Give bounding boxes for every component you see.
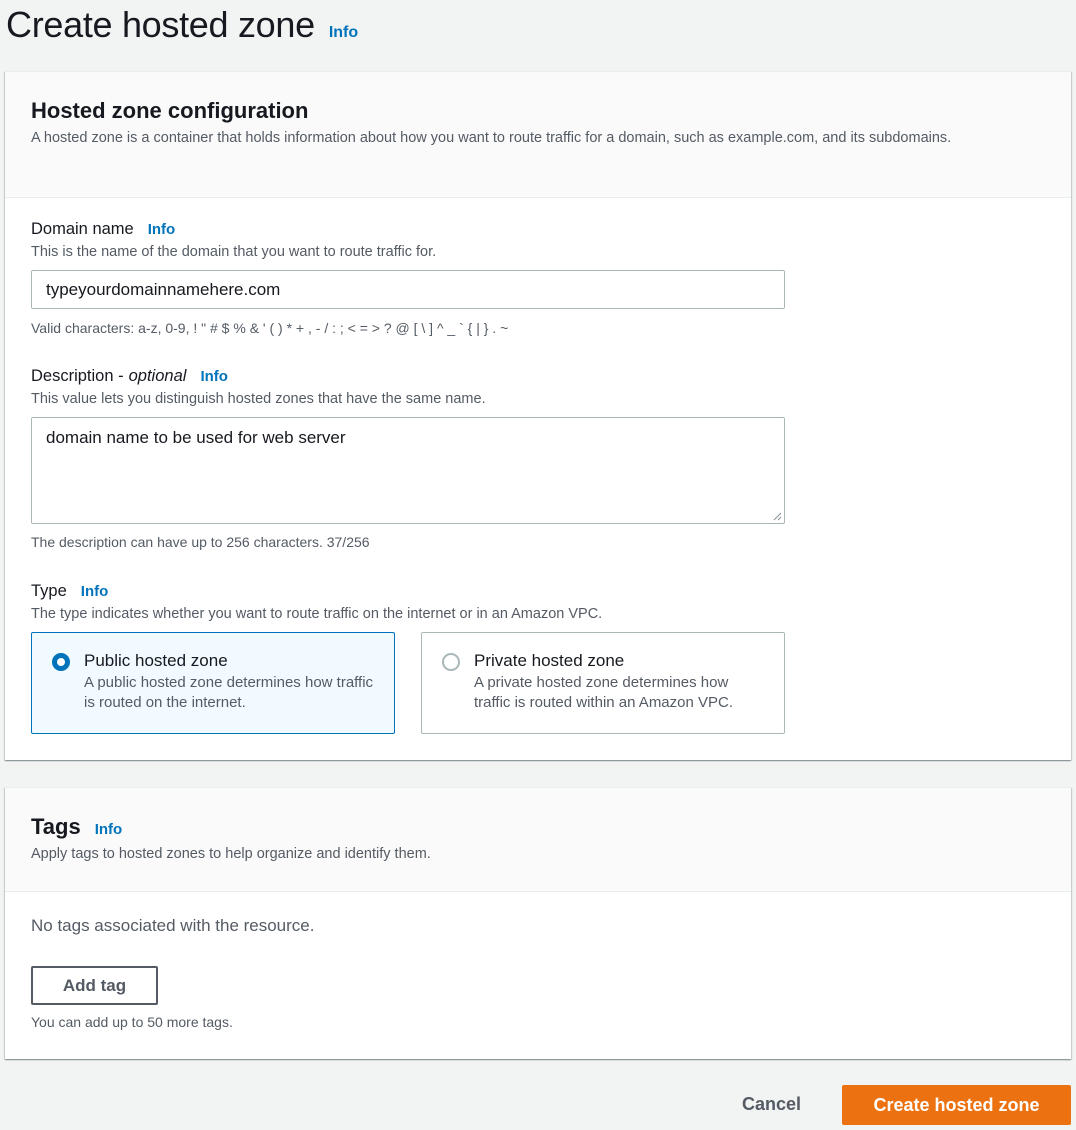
public-radio-button[interactable]	[52, 653, 70, 671]
domain-name-input[interactable]: typeyourdomainnamehere.com	[31, 270, 785, 309]
public-hosted-zone-option[interactable]	[31, 632, 395, 734]
page-header	[6, 4, 358, 46]
description-label: Description -	[31, 367, 124, 385]
domain-name-description: This is the name of the domain that you want to route traffic for.	[31, 244, 437, 260]
description-field	[31, 367, 486, 407]
description-label-row	[31, 367, 486, 386]
private-option-description: A private hosted zone determines how traffic is routed within an Amazon VPC.	[474, 674, 734, 711]
type-field	[31, 582, 602, 622]
no-tags-message: No tags associated with the resource.	[31, 916, 315, 935]
description-info-link[interactable]: Info	[200, 368, 228, 385]
add-tag-button[interactable]: Add tag	[31, 966, 158, 1005]
tags-panel-header	[5, 788, 1071, 892]
tags-limit-hint: You can add up to 50 more tags.	[31, 1014, 233, 1030]
description-textarea[interactable]	[31, 417, 785, 524]
tags-panel-description: Apply tags to hosted zones to help organize and identify them.	[31, 846, 431, 862]
private-hosted-zone-option[interactable]	[421, 632, 785, 734]
tags-title-row	[31, 814, 1045, 840]
public-option-title: Public hosted zone	[84, 651, 228, 670]
type-info-link[interactable]: Info	[80, 583, 109, 600]
description-value: domain name to be used for web server	[46, 428, 346, 447]
description-hint: The description can have up to 256 characters. 37/256	[31, 534, 370, 550]
config-panel-description: A hosted zone is a container that holds information about how you want to route traffic for a domain, such as example.com, and its subdomains.	[31, 130, 952, 146]
domain-name-label-row	[31, 220, 436, 239]
create-hosted-zone-button[interactable]: Create hosted zone	[842, 1085, 1071, 1125]
resize-grip-icon[interactable]	[772, 511, 782, 521]
tags-info-link[interactable]: Info	[94, 821, 123, 838]
private-radio-button[interactable]	[442, 653, 460, 671]
type-label: Type	[31, 582, 67, 600]
domain-name-label: Domain name	[31, 220, 134, 238]
type-description: The type indicates whether you want to route traffic on the internet or in an Amazon VPC.	[31, 606, 603, 622]
page-info-link[interactable]: Info	[328, 24, 359, 41]
optional-label: optional	[128, 367, 187, 385]
config-panel-header	[5, 72, 1071, 198]
public-option-description: A public hosted zone determines how traffic is routed on the internet.	[84, 674, 374, 711]
domain-name-field	[31, 220, 436, 260]
cancel-button[interactable]: Cancel	[742, 1094, 802, 1114]
config-panel-title: Hosted zone configuration	[31, 98, 309, 123]
tags-panel	[5, 787, 1071, 1059]
page-title: Create hosted zone	[6, 4, 315, 45]
description-help-text: This value lets you distinguish hosted zones that have the same name.	[31, 391, 486, 407]
type-label-row	[31, 582, 602, 601]
tags-panel-title: Tags	[31, 814, 81, 839]
private-option-title: Private hosted zone	[474, 651, 625, 670]
hosted-zone-configuration-panel	[5, 71, 1071, 760]
domain-name-info-link[interactable]: Info	[147, 221, 176, 238]
domain-name-hint: Valid characters: a-z, 0-9, ! " # $ % & ' ( ) * + , - / : ; < = > ? @ [ \ ] ^ _ ` { | } . ~	[31, 320, 509, 336]
